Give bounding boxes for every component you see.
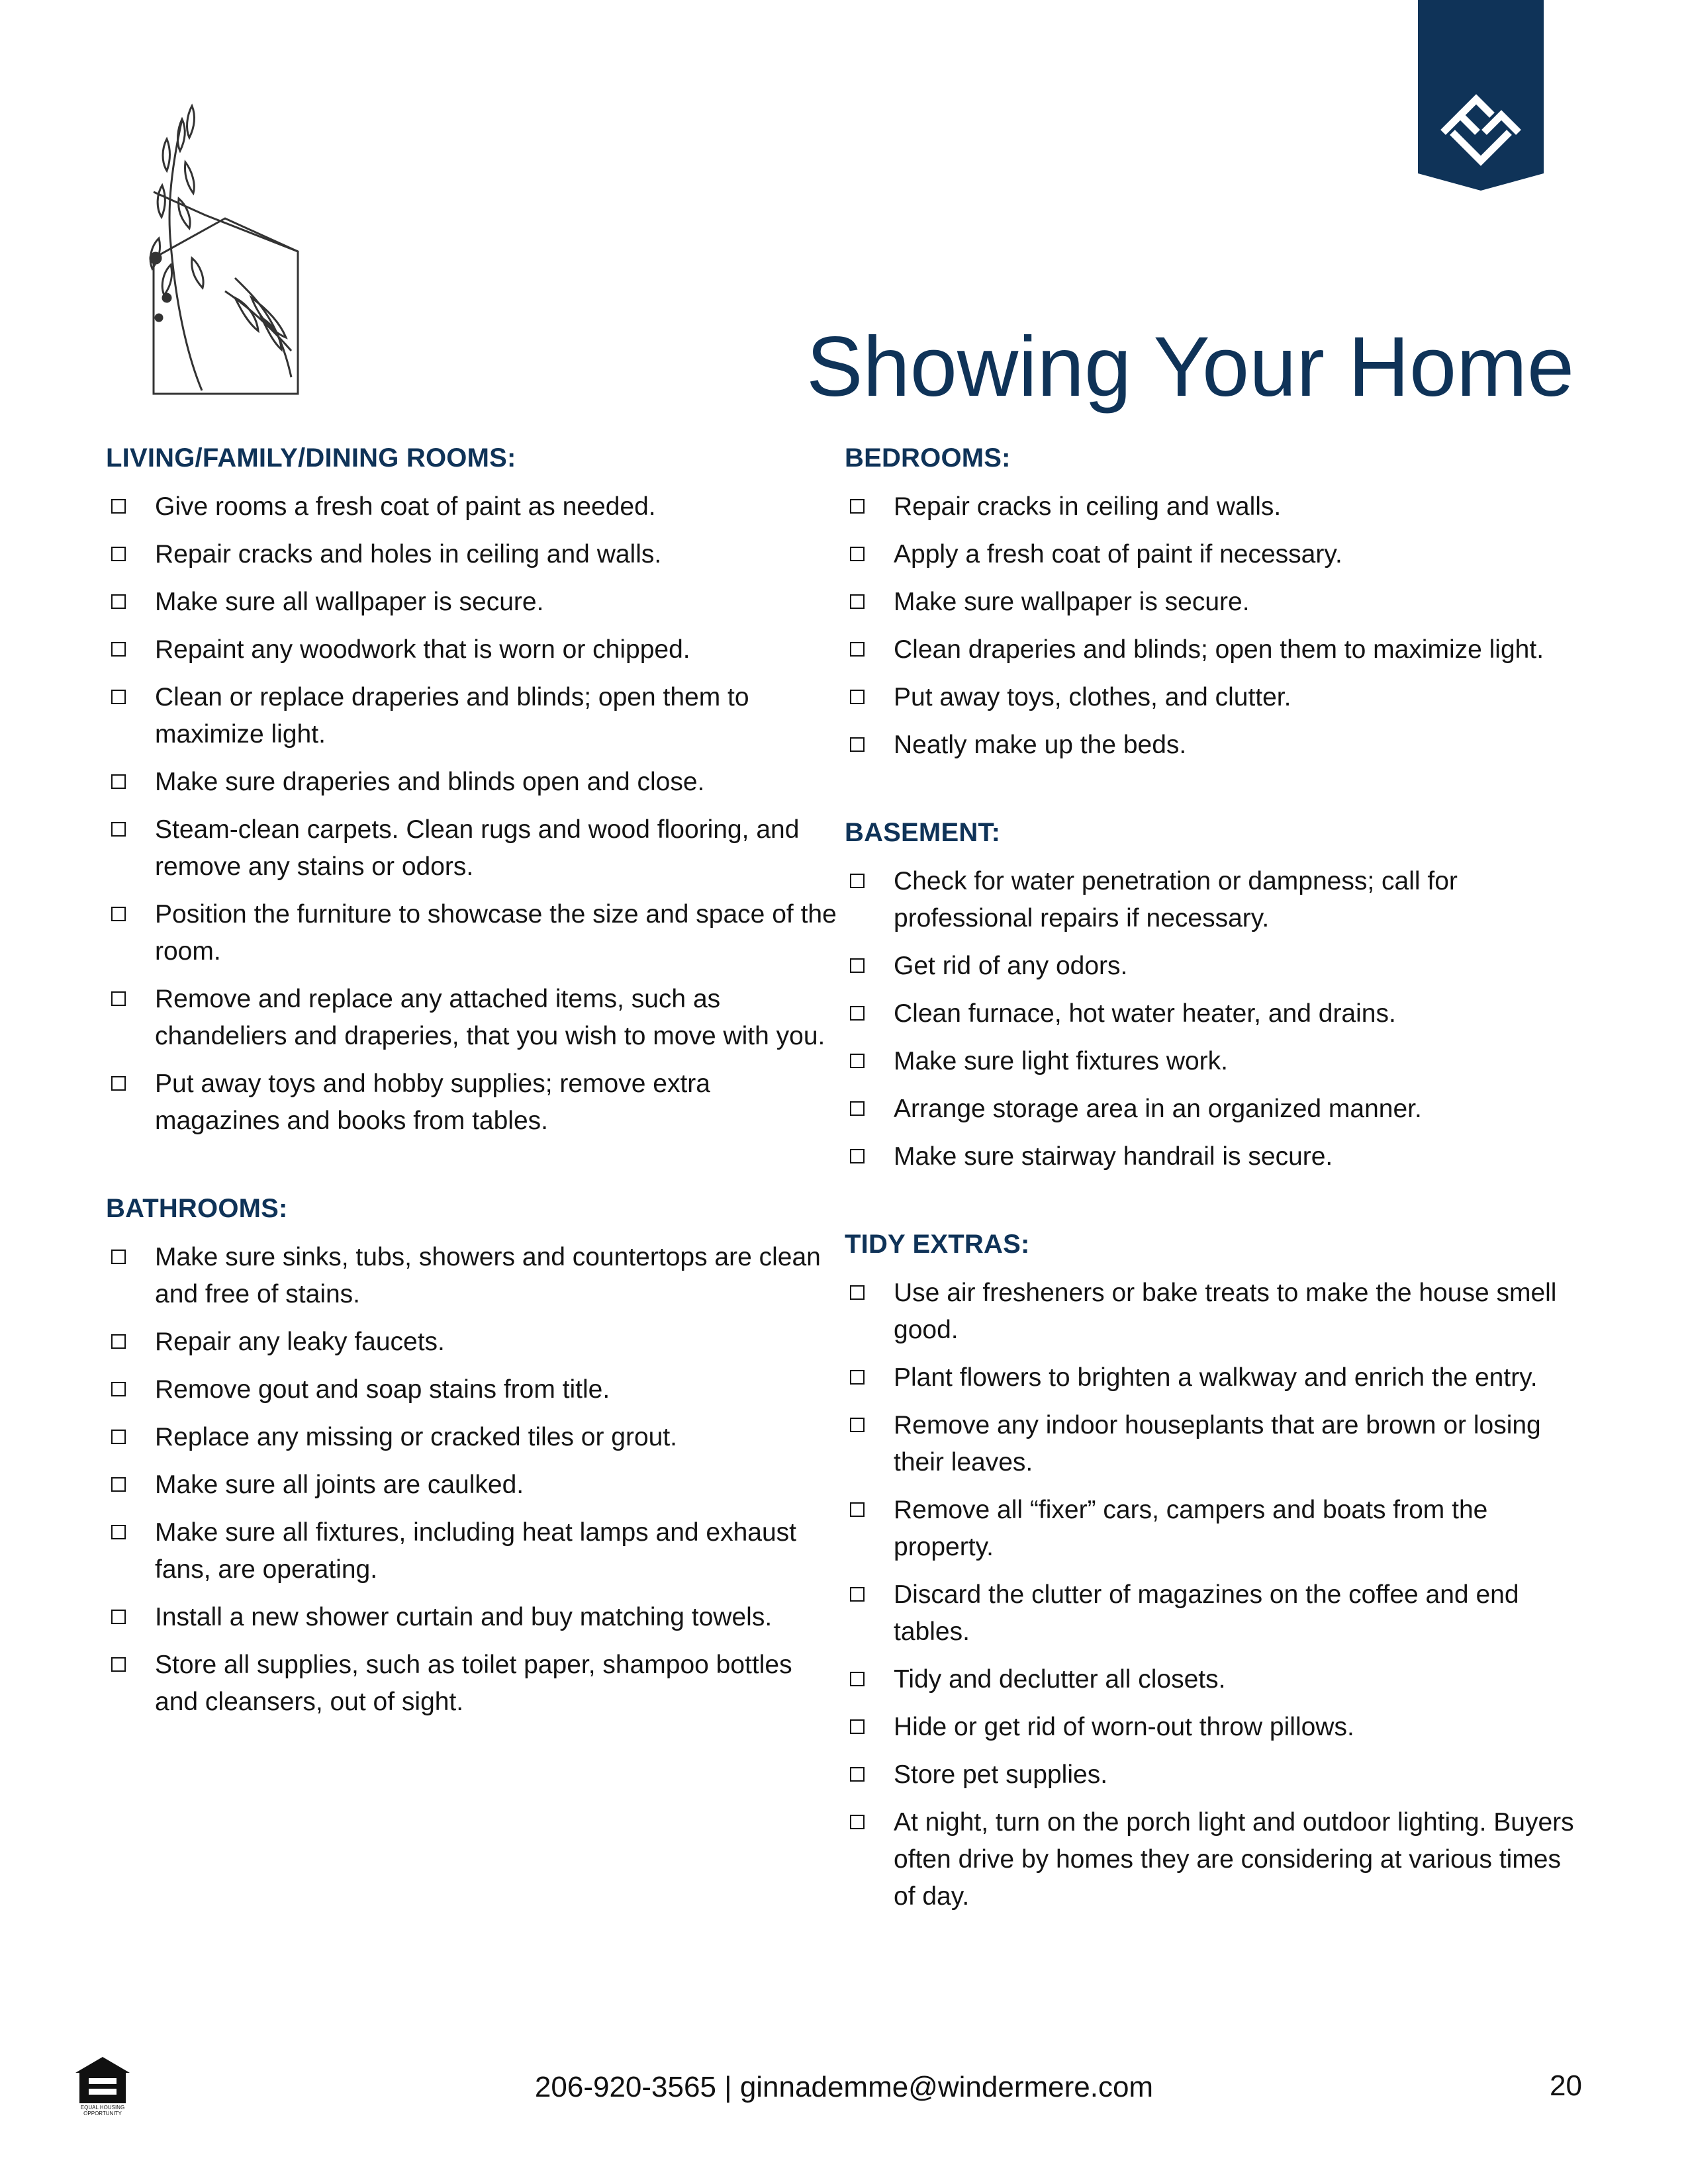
living-section [106, 442, 841, 1140]
checkbox[interactable] [850, 1101, 865, 1116]
section-title-basement: BASEMENT: [845, 818, 1001, 847]
brand-ribbon [1418, 0, 1544, 191]
checklist-item[interactable]: Store all supplies, such as toilet paper, shampoo bottles and cleansers, out of sight. [106, 1647, 841, 1721]
right-column [845, 442, 1579, 1968]
checklist-item[interactable]: Clean draperies and blinds; open them to maximize light. [845, 631, 1579, 668]
checklist-item[interactable]: Remove any indoor houseplants that are brown or losing their leaves. [845, 1407, 1579, 1481]
checkbox[interactable] [850, 1285, 865, 1300]
checkbox[interactable] [111, 499, 126, 514]
checklist-item[interactable]: Install a new shower curtain and buy matching towels. [106, 1599, 841, 1636]
checklist-item[interactable]: Tidy and declutter all closets. [845, 1661, 1579, 1698]
checklist-item[interactable]: Apply a fresh coat of paint if necessary. [845, 536, 1579, 573]
checkbox[interactable] [850, 1054, 865, 1068]
equal-housing-label: EQUAL HOUSING OPPORTUNITY [80, 2105, 125, 2116]
checkbox[interactable] [850, 874, 865, 888]
checklist-item[interactable]: Repair cracks in ceiling and walls. [845, 488, 1579, 525]
checklist-item[interactable]: Make sure draperies and blinds open and close. [106, 764, 841, 801]
checkbox[interactable] [111, 822, 126, 837]
checkbox[interactable] [850, 737, 865, 752]
checkbox[interactable] [850, 1587, 865, 1602]
section-title-living: LIVING/FAMILY/DINING ROOMS: [106, 443, 516, 473]
checkbox[interactable] [111, 907, 126, 921]
checkbox[interactable] [111, 594, 126, 609]
checkbox[interactable] [850, 594, 865, 609]
checklist-item[interactable]: Make sure all joints are caulked. [106, 1467, 841, 1504]
bedrooms-section [845, 442, 1579, 764]
left-column [106, 442, 841, 1774]
checklist-item[interactable]: Store pet supplies. [845, 1756, 1579, 1794]
checklist-item[interactable]: Put away toys, clothes, and clutter. [845, 679, 1579, 716]
checklist-item[interactable]: Hide or get rid of worn-out throw pillows. [845, 1709, 1579, 1746]
checkbox[interactable] [850, 1149, 865, 1163]
checklist-item[interactable]: Make sure all fixtures, including heat lamps and exhaust fans, are operating. [106, 1514, 841, 1588]
checklist-item[interactable]: Replace any missing or cracked tiles or grout. [106, 1419, 841, 1456]
checklist-item[interactable]: Position the furniture to showcase the size and space of the room. [106, 896, 841, 970]
section-title-bedrooms: BEDROOMS: [845, 443, 1011, 473]
checklist-item[interactable]: Put away toys and hobby supplies; remove extra magazines and books from tables. [106, 1066, 841, 1140]
checkbox[interactable] [850, 547, 865, 561]
checklist-item[interactable]: Clean furnace, hot water heater, and drains. [845, 995, 1579, 1032]
checkbox[interactable] [850, 1719, 865, 1734]
checkbox[interactable] [850, 1767, 865, 1782]
checklist-item[interactable]: Plant flowers to brighten a walkway and enrich the entry. [845, 1359, 1579, 1396]
checklist-item[interactable]: Use air fresheners or bake treats to make the house smell good. [845, 1275, 1579, 1349]
footer-contact: 206-920-3565 | ginnademme@windermere.com [534, 2071, 1154, 2103]
checklist-item[interactable]: At night, turn on the porch light and outdoor lighting. Buyers often drive by homes they are considering at various times of day. [845, 1804, 1579, 1915]
checklist-item[interactable]: Remove gout and soap stains from title. [106, 1371, 841, 1408]
checkbox[interactable] [111, 1477, 126, 1492]
checklist-item[interactable]: Repair cracks and holes in ceiling and walls. [106, 536, 841, 573]
checklist-item[interactable]: Repair any leaky faucets. [106, 1324, 841, 1361]
checkbox[interactable] [111, 1525, 126, 1539]
checklist-item[interactable]: Make sure stairway handrail is secure. [845, 1138, 1579, 1175]
page-title: Showing Your Home [806, 319, 1574, 414]
botanical-house-illustration [93, 99, 305, 397]
checkbox[interactable] [850, 1815, 865, 1829]
checklist-item[interactable]: Make sure all wallpaper is secure. [106, 584, 841, 621]
checkbox[interactable] [111, 1076, 126, 1091]
checkbox[interactable] [111, 690, 126, 704]
checkbox[interactable] [111, 1657, 126, 1672]
checklist-item[interactable]: Steam-clean carpets. Clean rugs and wood flooring, and remove any stains or odors. [106, 811, 841, 886]
checkbox[interactable] [111, 547, 126, 561]
checklist-item[interactable]: Repaint any woodwork that is worn or chipped. [106, 631, 841, 668]
checkbox[interactable] [850, 1418, 865, 1432]
checkbox[interactable] [111, 774, 126, 789]
checkbox[interactable] [111, 642, 126, 657]
checkbox[interactable] [111, 1250, 126, 1264]
checklist-item[interactable]: Neatly make up the beds. [845, 727, 1579, 764]
checkbox[interactable] [850, 690, 865, 704]
checkbox[interactable] [850, 1672, 865, 1686]
bathrooms-section [106, 1193, 841, 1721]
checklist-item[interactable]: Remove all “fixer” cars, campers and boats from the property. [845, 1492, 1579, 1566]
checkbox[interactable] [111, 1430, 126, 1444]
checklist-item[interactable]: Give rooms a fresh coat of paint as needed. [106, 488, 841, 525]
checklist-item[interactable]: Make sure light fixtures work. [845, 1043, 1579, 1080]
checklist-item[interactable]: Remove and replace any attached items, such as chandeliers and draperies, that you wish to move with you. [106, 981, 841, 1055]
checkbox[interactable] [850, 499, 865, 514]
checklist-item[interactable]: Discard the clutter of magazines on the coffee and end tables. [845, 1576, 1579, 1651]
checkbox[interactable] [111, 1382, 126, 1396]
checkbox[interactable] [850, 1502, 865, 1517]
checkbox[interactable] [111, 1334, 126, 1349]
checkbox[interactable] [111, 1610, 126, 1624]
checkbox[interactable] [850, 958, 865, 973]
checkbox[interactable] [111, 991, 126, 1006]
tidy-extras-section [845, 1228, 1579, 1915]
section-title-tidy-extras: TIDY EXTRAS: [845, 1230, 1030, 1259]
page-number: 20 [1550, 2070, 1582, 2102]
basement-section [845, 817, 1579, 1175]
checkbox[interactable] [850, 642, 865, 657]
checklist-item[interactable]: Arrange storage area in an organized manner. [845, 1091, 1579, 1128]
checklist-item[interactable]: Get rid of any odors. [845, 948, 1579, 985]
section-title-bathrooms: BATHROOMS: [106, 1194, 288, 1223]
checklist-item[interactable]: Make sure wallpaper is secure. [845, 584, 1579, 621]
checklist-item[interactable]: Check for water penetration or dampness; call for professional repairs if necessary. [845, 863, 1579, 937]
checkbox[interactable] [850, 1370, 865, 1385]
checklist-item[interactable]: Make sure sinks, tubs, showers and countertops are clean and free of stains. [106, 1239, 841, 1313]
checklist-item[interactable]: Clean or replace draperies and blinds; open them to maximize light. [106, 679, 841, 753]
checkbox[interactable] [850, 1006, 865, 1021]
